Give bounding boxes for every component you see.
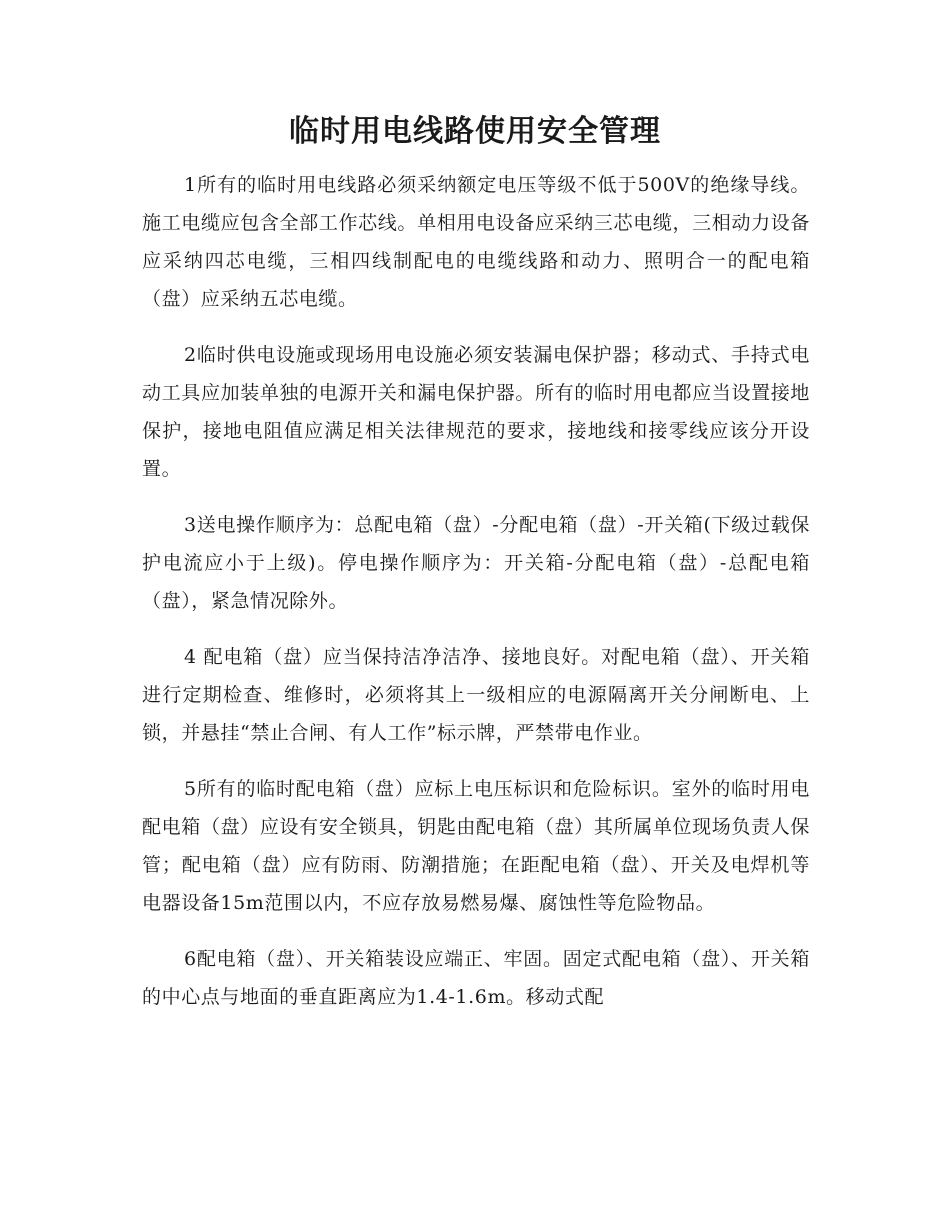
- document-body: [142, 166, 810, 1034]
- page-title: 临时用电线路使用安全管理: [289, 114, 661, 149]
- paragraph-2: 2临时供电设施或现场用电设施必须安装漏电保护器；移动式、手持式电动工具应加装单独的电源开关和漏电保护器。所有的临时用电都应当设置接地保护，接地电阻值应满足相关法律规范的要求，接地线和接零线应该分开设置。: [142, 344, 810, 480]
- paragraph-3: 3送电操作顺序为：总配电箱（盘）-分配电箱（盘）-开关箱(下级过载保护电流应小于上级)。停电操作顺序为：开关箱-分配电箱（盘）-总配电箱（盘），紧急情况除外。: [142, 514, 810, 612]
- paragraph-1: 1所有的临时用电线路必须采纳额定电压等级不低于500V的绝缘导线。施工电缆应包含全部工作芯线。单相用电设备应采纳三芯电缆，三相动力设备应采纳四芯电缆，三相四线制配电的电缆线路和动力、照明合一的配电箱（盘）应采纳五芯电缆。: [142, 174, 810, 310]
- paragraph-5: 5所有的临时配电箱（盘）应标上电压标识和危险标识。室外的临时用电配电箱（盘）应设有安全锁具，钥匙由配电箱（盘）其所属单位现场负责人保管；配电箱（盘）应有防雨、防潮措施；在距配电箱（盘）、开关及电焊机等电器设备15m范围以内，不应存放易燃易爆、腐蚀性等危险物品。: [142, 778, 810, 914]
- paragraph-6: 6配电箱（盘）、开关箱装设应端正、牢固。固定式配电箱（盘）、开关箱的中心点与地面的垂直距离应为1.4-1.6m。移动式配: [142, 948, 810, 1008]
- paragraph-4: 4 配电箱（盘）应当保持洁净洁净、接地良好。对配电箱（盘）、开关箱进行定期检查、维修时，必须将其上一级相应的电源隔离开关分闸断电、上锁，并悬挂“禁止合闸、有人工作”标示牌，严禁带电作业。: [142, 646, 810, 744]
